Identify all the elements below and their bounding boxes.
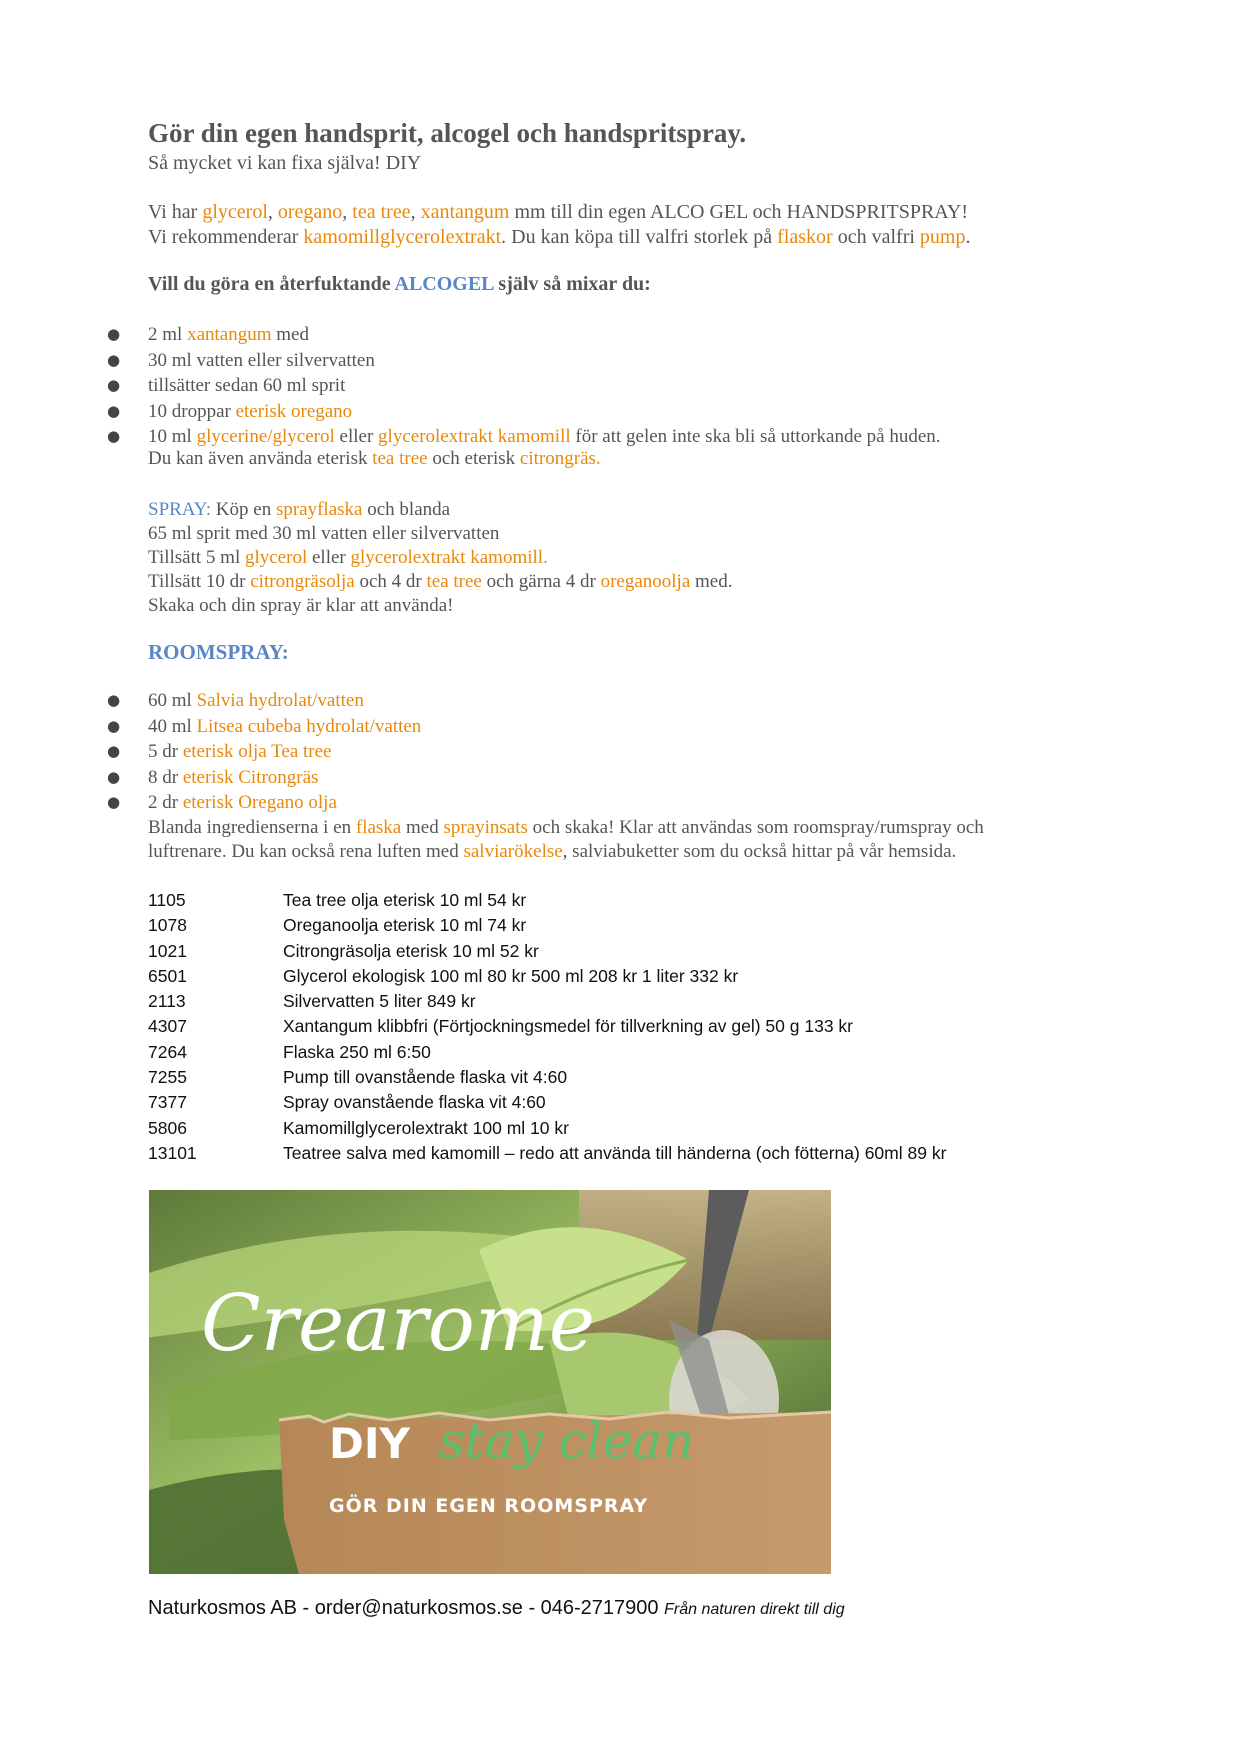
product-row [148,1116,946,1141]
list-item-text: 30 ml vatten eller silvervatten [148,349,375,371]
alcogel-ingredient-list [0,322,941,450]
product-description: Tea tree olja eterisk 10 ml 54 kr [283,890,527,910]
product-number: 1105 [148,890,186,910]
list-item [0,739,421,765]
bullet-icon: ● [107,401,121,420]
list-item [0,399,941,425]
roomspray-extra-line: luftrenare. Du kan också rena luften med salviarökelse, salviabuketter som du också hittar på vår hemsida. [148,841,957,862]
product-row [148,888,946,913]
banner-script-text: stay clean [439,1412,695,1470]
list-item [0,765,421,791]
list-item-text: 5 dr eterisk olja Tea tree [148,741,332,762]
list-item [0,688,421,714]
product-row [148,1014,946,1039]
product-number: 7264 [148,1041,187,1062]
list-item-text: 10 droppar eterisk oregano [148,400,353,422]
alcogel-extra-note: Du kan även använda eterisk tea tree och eterisk citrongräs. [148,448,601,469]
bullet-icon: ● [107,325,121,343]
product-row [148,1040,946,1065]
product-row [148,1090,946,1115]
product-number: 1078 [148,915,187,936]
spray-section [148,498,732,618]
product-description: Kamomillglycerolextrakt 100 ml 10 kr [283,1117,569,1138]
intro-line-1: Vi har glycerol, oregano, tea tree, xantangum mm till din egen ALCO GEL och HANDSPRITSPRAY! [148,201,968,223]
product-row [148,989,946,1014]
banner-subline-text: GÖR DIN EGEN ROOMSPRAY [329,1495,649,1517]
roomspray-ingredient-list [0,688,421,816]
product-number: 5806 [148,1117,187,1138]
product-list [148,888,946,1166]
spray-line: Tillsätt 10 dr citrongräsolja och 4 dr tea tree och gärna 4 dr oreganoolja med. [148,571,733,592]
list-item-text: tillsätter sedan 60 ml sprit [148,375,346,396]
product-description: Flaska 250 ml 6:50 [283,1041,431,1062]
list-item-text: 2 dr eterisk Oregano olja [148,792,337,813]
product-description: Xantangum klibbfri (Förtjockningsmedel för tillverkning av gel) 50 g 133 kr [283,1016,853,1037]
spray-line: 65 ml sprit med 30 ml vatten eller silvervatten [148,523,500,544]
product-description: Glycerol ekologisk 100 ml 80 kr 500 ml 208 kr 1 liter 332 kr [283,965,739,986]
bullet-icon: ● [107,716,121,735]
bullet-icon: ● [107,376,121,394]
roomspray-extra-note [148,816,984,864]
roomspray-extra-line: Blanda ingredienserna i en flaska med sprayinsats och skaka! Klar att användas som roomspray/rumspray och [148,817,984,838]
list-item-text: 40 ml Litsea cubeba hydrolat/vatten [148,715,422,737]
footer-tagline: Från naturen direkt till dig [664,1601,845,1618]
bullet-icon: ● [107,742,121,760]
product-description: Teatree salva med kamomill – redo att använda till händerna (och fötterna) 60ml 89 kr [283,1142,947,1163]
list-item-text: 8 dr eterisk Citrongräs [148,766,319,788]
product-number: 7377 [148,1092,187,1113]
product-description: Spray ovanstående flaska vit 4:60 [283,1092,546,1113]
roomspray-heading: ROOMSPRAY: [148,640,289,664]
banner-diy-text: DIY [329,1419,410,1468]
alcogel-heading: Vill du göra en återfuktande ALCOGEL själv så mixar du: [148,273,651,295]
list-item-text: 2 ml xantangum med [148,324,309,345]
page-subtitle: Så mycket vi kan fixa själva! DIY [148,152,422,174]
product-number: 13101 [148,1142,197,1163]
bullet-icon: ● [107,350,121,369]
bullet-icon: ● [107,691,121,709]
bullet-icon: ● [107,767,121,786]
product-description: Citrongräsolja eterisk 10 ml 52 kr [283,940,539,961]
product-description: Silvervatten 5 liter 849 kr [283,991,476,1012]
page-title: Gör din egen handsprit, alcogel och handspritspray. [148,118,747,148]
spray-line: SPRAY: Köp en sprayflaska och blanda [148,499,451,520]
list-item [0,424,941,450]
list-item-text: 10 ml glycerine/glycerol eller glycerolextrakt kamomill för att gelen inte ska bli så uttorkande på huden. [148,426,941,447]
product-number: 7255 [148,1067,187,1088]
product-row [148,1141,946,1166]
sage-banner-graphic [149,1190,831,1574]
bullet-icon: ● [107,427,121,445]
banner-image [149,1190,831,1574]
footer-contact: Naturkosmos AB - order@naturkosmos.se - 046-2717900 [148,1597,659,1619]
banner-brand-text: Crearome [201,1279,595,1369]
list-item [0,322,941,348]
product-description: Oreganoolja eterisk 10 ml 74 kr [283,915,527,936]
list-item [0,373,941,399]
bullet-icon: ● [107,793,121,811]
intro-line-2: Vi rekommenderar kamomillglycerolextrakt. Du kan köpa till valfri storlek på flaskor och valfri pump. [148,226,971,248]
product-number: 1021 [148,940,187,961]
footer [148,1597,845,1620]
product-row [148,964,946,989]
spray-line: Skaka och din spray är klar att använda! [148,595,454,616]
product-row [148,939,946,964]
product-number: 6501 [148,965,187,986]
product-number: 2113 [148,991,186,1012]
product-row [148,913,946,938]
product-row [148,1065,946,1090]
product-description: Pump till ovanstående flaska vit 4:60 [283,1067,568,1088]
list-item [0,714,421,740]
list-item [0,348,941,374]
list-item-text: 60 ml Salvia hydrolat/vatten [148,690,364,711]
spray-line: Tillsätt 5 ml glycerol eller glycerolextrakt kamomill. [148,547,548,568]
product-number: 4307 [148,1016,187,1037]
list-item [0,790,421,816]
